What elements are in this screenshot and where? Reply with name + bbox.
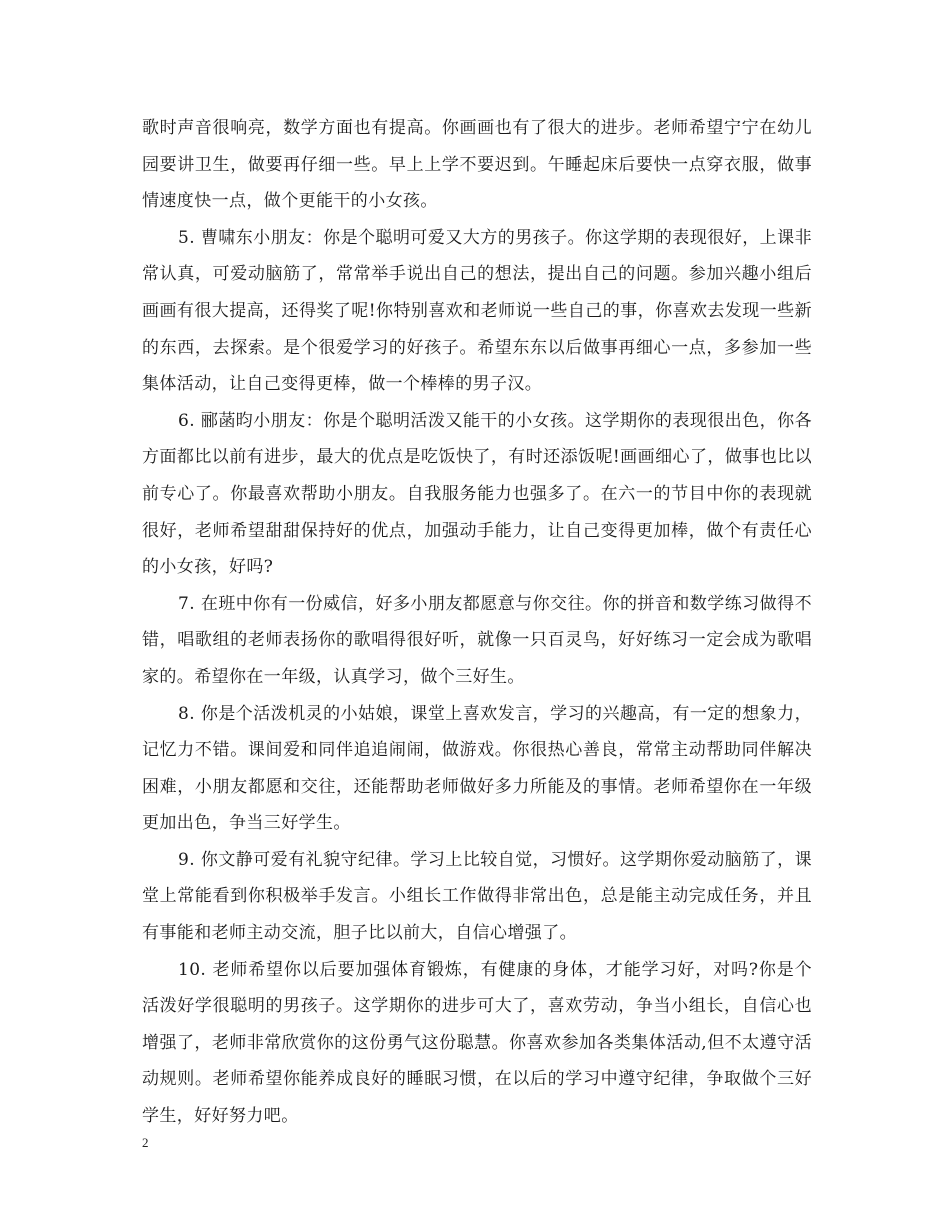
paragraph: 歌时声音很响亮，数学方面也有提高。你画画也有了很大的进步。老师希望宁宁在幼儿园要讲卫生，做要再仔细一些。早上上学不要迟到。午睡起床后要快一点穿衣服，做事情速度快一点，做个更能干的小女孩。 — [142, 118, 812, 212]
paragraph: 6. 郦菡昀小朋友：你是个聪明活泼又能干的小女孩。这学期你的表现很出色，你各方面都比以前有进步，最大的优点是吃饭快了，有时还添饭呢!画画细心了，做事也比以前专心了。你最喜欢帮助小朋友。自我服务能力也强多了。在六一的节目中你的表现就很好，老师希望甜甜保持好的优点，加强动手能力，让自己变得更加棒，做个有责任心的小女孩，好吗? — [142, 410, 812, 578]
document-body — [142, 110, 812, 1135]
paragraph: 10. 老师希望你以后要加强体育锻炼，有健康的身体，才能学习好，对吗?你是个活泼好学很聪明的男孩子。这学期你的进步可大了，喜欢劳动，争当小组长，自信心也增强了，老师非常欣赏你的这份勇气这份聪慧。你喜欢参加各类集体活动,但不太遵守活动规则。老师希望你能养成良好的睡眠习惯，在以后的学习中遵守纪律，争取做个三好学生，好好努力吧。 — [142, 959, 812, 1127]
paragraph: 8. 你是个活泼机灵的小姑娘，课堂上喜欢发言，学习的兴趣高，有一定的想象力，记忆力不错。课间爱和同伴追追闹闹，做游戏。你很热心善良，常常主动帮助同伴解决困难，小朋友都愿和交往，还能帮助老师做好多力所能及的事情。老师希望你在一年级更加出色，争当三好学生。 — [142, 703, 812, 834]
paragraph: 9. 你文静可爱有礼貌守纪律。学习上比较自觉，习惯好。这学期你爱动脑筋了，课堂上常能看到你积极举手发言。小组长工作做得非常出色，总是能主动完成任务，并且有事能和老师主动交流，胆子比以前大，自信心增强了。 — [142, 849, 812, 944]
page-number: 2 — [142, 1135, 149, 1150]
paragraph: 5. 曹啸东小朋友：你是个聪明可爱又大方的男孩子。你这学期的表现很好，上课非常认真，可爱动脑筋了，常常举手说出自己的想法，提出自己的问题。参加兴趣小组后画画有很大提高，还得奖了呢!你特别喜欢和老师说一些自己的事，你喜欢去发现一些新的东西，去探索。是个很爱学习的好孩子。希望东东以后做事再细心一点，多参加一些集体活动，让自己变得更棒，做一个棒棒的男子汉。 — [142, 227, 812, 395]
paragraph: 7. 在班中你有一份威信，好多小朋友都愿意与你交往。你的拼音和数学练习做得不错，唱歌组的老师表扬你的歌唱得很好听，就像一只百灵鸟，好好练习一定会成为歌唱家的。希望你在一年级，认真学习，做个三好生。 — [142, 593, 812, 687]
